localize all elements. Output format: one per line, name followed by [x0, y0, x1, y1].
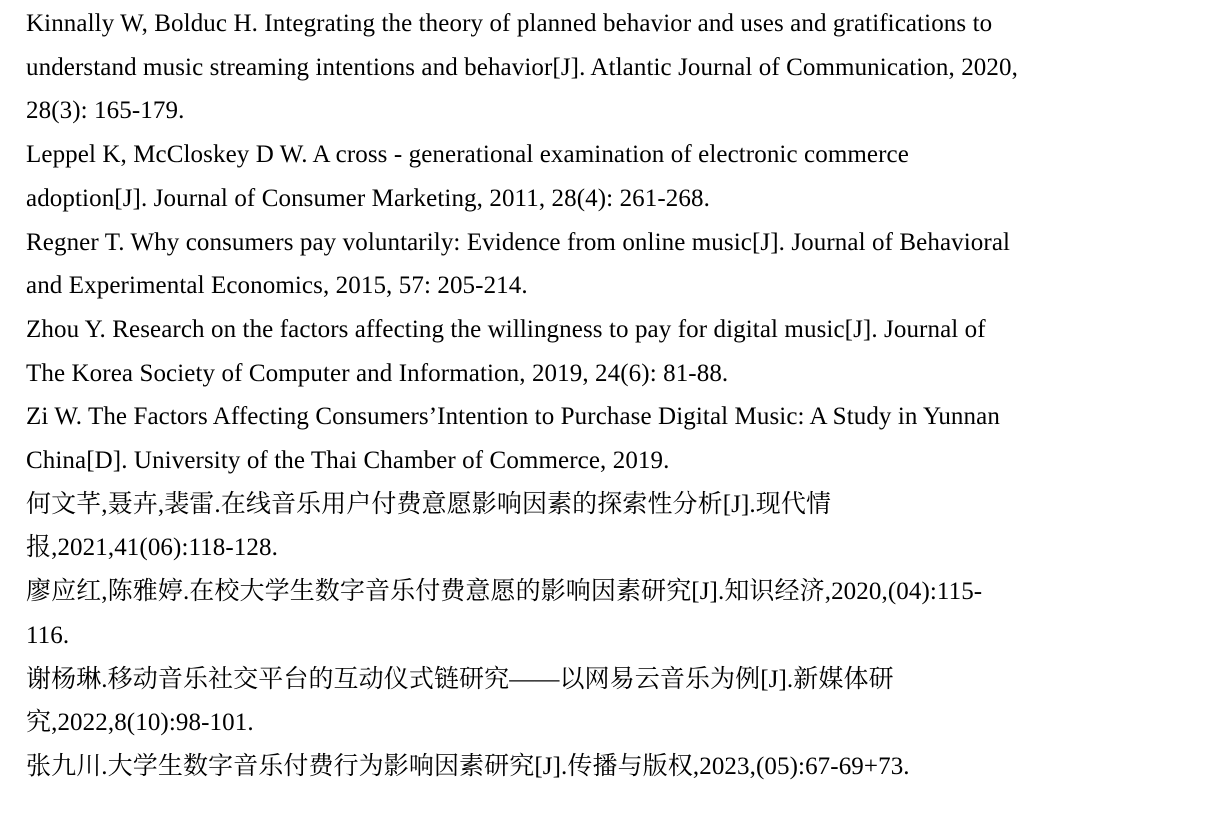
- reference-entry: [26, 745, 1185, 789]
- reference-line: 116.: [26, 621, 70, 649]
- reference-line: 谢杨琳.移动音乐社交平台的互动仪式链研究——以网易云音乐为例[J].新媒体研: [26, 665, 894, 693]
- reference-line: 何文芊,聂卉,裴雷.在线音乐用户付费意愿影响因素的探索性分析[J].现代情: [26, 490, 832, 518]
- reference-line: 究,2022,8(10):98-101.: [26, 709, 254, 737]
- reference-line: China[D]. University of the Thai Chamber of Commerce, 2019.: [26, 447, 670, 475]
- reference-line: Regner T. Why consumers pay voluntarily: Evidence from online music[J]. Journal of Behavioral: [26, 228, 1011, 256]
- reference-line: The Korea Society of Computer and Information, 2019, 24(6): 81-88.: [26, 359, 729, 387]
- reference-line: 报,2021,41(06):118-128.: [26, 534, 278, 562]
- reference-entry: [26, 133, 1185, 220]
- reference-line: adoption[J]. Journal of Consumer Marketing, 2011, 28(4): 261-268.: [26, 184, 710, 212]
- reference-line: Zi W. The Factors Affecting Consumers’Intention to Purchase Digital Music: A Study in Yunnan: [26, 403, 1000, 431]
- reference-line: 28(3): 165-179.: [26, 97, 185, 125]
- reference-entry: [26, 221, 1185, 308]
- reference-entry: [26, 395, 1185, 482]
- reference-line: Leppel K, McCloskey D W. A cross ‐ generational examination of electronic commerce: [26, 141, 909, 169]
- reference-entry: [26, 570, 1185, 657]
- reference-entry: [26, 2, 1185, 133]
- reference-line: and Experimental Economics, 2015, 57: 205-214.: [26, 272, 528, 300]
- reference-line: understand music streaming intentions and behavior[J]. Atlantic Journal of Communication, 2020,: [26, 53, 1018, 81]
- reference-entry: [26, 658, 1185, 745]
- reference-line: Zhou Y. Research on the factors affecting the willingness to pay for digital music[J]. Journal of: [26, 315, 986, 343]
- reference-line: 张九川.大学生数字音乐付费行为影响因素研究[J].传播与版权,2023,(05):67-69+73.: [26, 752, 910, 780]
- reference-entry: [26, 483, 1185, 570]
- reference-entry: [26, 308, 1185, 395]
- reference-line: 廖应红,陈雅婷.在校大学生数字音乐付费意愿的影响因素研究[J].知识经济,2020,(04):115-: [26, 578, 983, 606]
- reference-list: [26, 2, 1185, 789]
- reference-line: Kinnally W, Bolduc H. Integrating the theory of planned behavior and uses and gratifications to: [26, 10, 993, 37]
